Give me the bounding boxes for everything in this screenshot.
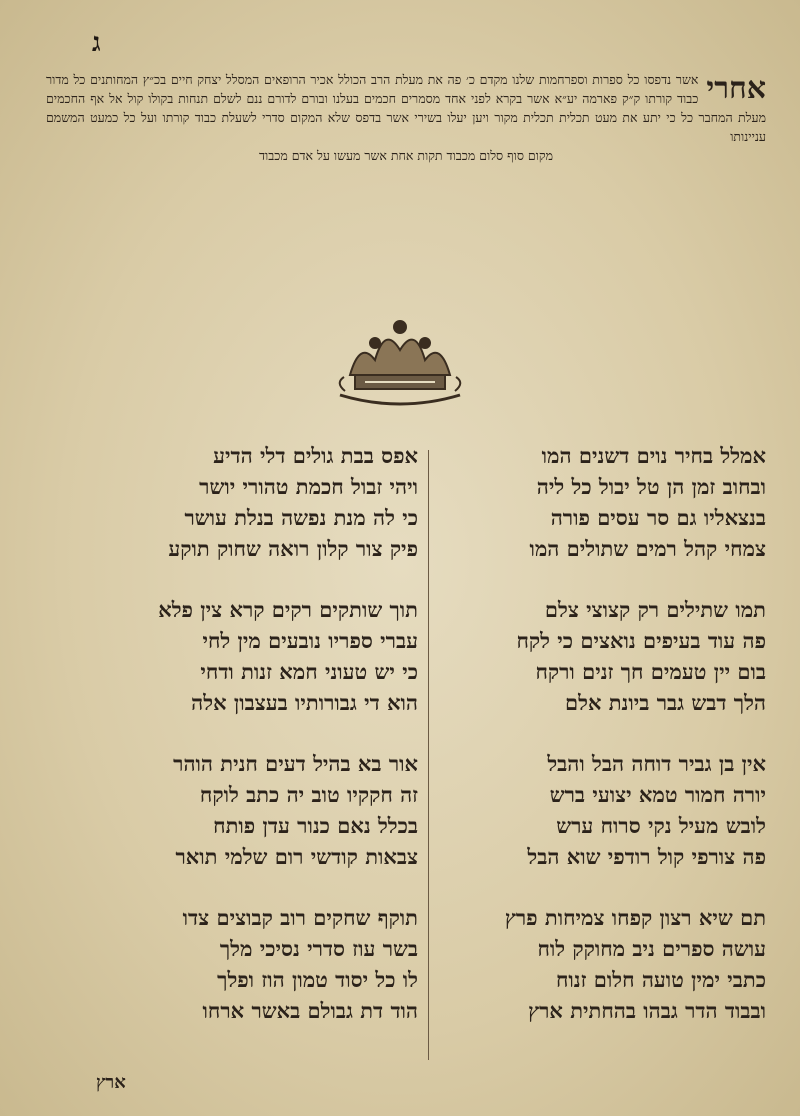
poem-line: עברי ספריו נובעים מין לחי	[202, 628, 418, 653]
poem-line: עושה ספרים ניב מחוקק לוח	[537, 936, 766, 961]
poem-line: ובבוד הדר גבהו בהחתית ארץ	[528, 998, 766, 1023]
poem-line: תוך שותקים רקים קרא צין פלא	[158, 597, 418, 622]
poem-line: הלך דבש גבר ביונת אלם	[565, 690, 766, 715]
intro-tail: מקום סוף סלום מכבוד תקות אחת אשר מעשו על אדם מכבוד	[259, 148, 553, 163]
stanza	[48, 748, 418, 872]
crown-ornament	[330, 305, 470, 415]
poem-line: זה חקקיו טוב יה כתב לוקח	[199, 782, 418, 807]
opening-word: אחרי	[706, 71, 766, 106]
poem-line: בכלל נאם כנור עדן פותח	[213, 813, 418, 838]
poem-line: אין בן גביר דוחה הבל והבל	[547, 751, 766, 776]
poem-line: לובש מעיל נקי סרוח ערש	[556, 813, 766, 838]
poem-line: ויהי זבול חכמת טהורי יושר	[199, 474, 418, 499]
poem-line: אמלל בחיר נוים דשנים המו	[541, 443, 766, 468]
poem-line: לו כל יסוד טמון הוז ופלך	[217, 967, 418, 992]
stanza	[48, 902, 418, 1026]
poem-line: פה צורפי קול רודפי שוא הבל	[527, 844, 766, 869]
poem-line: תוקף שחקים רוב קבוצים צדו	[182, 905, 418, 930]
poem-line: אפס בבת גולים דלי הדיע	[213, 443, 418, 468]
catchword: ארץ	[96, 1072, 126, 1093]
stanza	[48, 440, 418, 564]
poem-line: אור בא בהיל דעים חנית הוהר	[173, 751, 418, 776]
intro-text: אשר נדפסו כל ספרות וספרחמות שלנו מקדם כ׳ פה את מעלת הרב הכולל אכיר הרופאים המסלל יצחק חיים בכ״ץ המחותנים כל מדור כבוד קורתו ק״ק פארמה יע״א אשר בקרא לפני אחד מסמרים חכמים בעלנו ובורם לדורם ננם לשלם תנחות בקולו קול אל אף החכמים מעלת המחבר כל כי יתע את מעט תכלית תכלית מקור ויען יעלו בשירי אשר בדפס שלא המקום סדרי לשעלת כבוד קורתו ועל כל כמעט המשמם עניינותו	[46, 72, 766, 144]
stanza	[48, 594, 418, 718]
poem-line: כתבי ימין טועה חלום זנוח	[556, 967, 766, 992]
stanza	[396, 440, 766, 564]
poem-line: תם שיא רצון קפחו צמיחות פרץ	[504, 905, 766, 930]
poem-line: פיק צור קלון רואה שחוק תוקע	[168, 536, 418, 561]
poem-line: בנצאליו גם סר עסים פורה	[550, 505, 766, 530]
folio-letter: ג	[92, 28, 101, 58]
poem-column-left	[48, 440, 418, 1056]
poem-line: בום יין טעמים חך זנים ורקח	[535, 659, 766, 684]
poem-line: ובחוב זמן הן טל יבול כל ליה	[536, 474, 766, 499]
poem-line: בשר עוז סדרי נסיכי מלך	[219, 936, 418, 961]
poem-line: פה עוד בעיפים נואצים כי לקח	[516, 628, 766, 653]
poem-line: כי יש טעוני חמא זנות ודחי	[200, 659, 418, 684]
poem-line: הוד דת גבולם באשר ארחו	[202, 998, 418, 1023]
poem-line: צבאות קודשי רום שלמי תואר	[175, 844, 418, 869]
poem-line: יורה חמור טמא יצועי ברש	[549, 782, 766, 807]
intro-paragraph	[46, 70, 766, 165]
poem-line: הוא די גבורותיו בעצבון אלה	[191, 690, 418, 715]
poem-line: צמחי קהל רמים שתולים המו	[529, 536, 766, 561]
poem-column-right	[396, 440, 766, 1056]
poem-line: כי לה מנת נפשה בנלת עושר	[184, 505, 418, 530]
stanza	[396, 594, 766, 718]
stanza	[396, 748, 766, 872]
stanza	[396, 902, 766, 1026]
poem-line: תמו שתילים רק קצוצי צלם	[544, 597, 766, 622]
